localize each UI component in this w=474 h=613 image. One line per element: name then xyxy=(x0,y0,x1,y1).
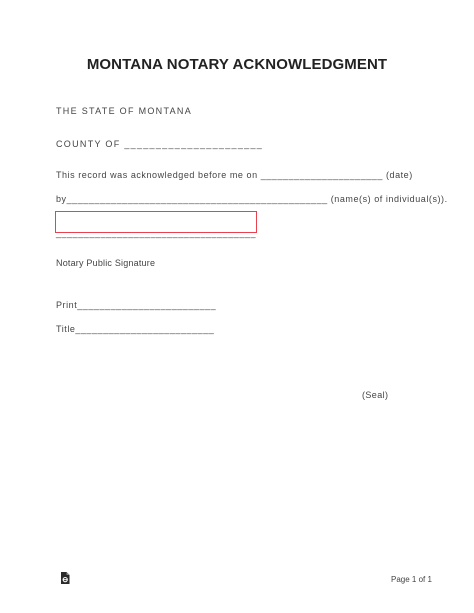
page-number: Page 1 of 1 xyxy=(391,575,432,584)
esign-logo-icon xyxy=(60,572,70,584)
individual-names-line: by_______________________________________________ (name(s) of individual(s)). xyxy=(56,194,448,204)
state-line: THE STATE OF MONTANA xyxy=(56,106,192,116)
notary-signature-label: Notary Public Signature xyxy=(56,258,156,268)
county-line: COUNTY OF ______________________ xyxy=(56,139,264,149)
notary-signature-line: ____________________________________ xyxy=(56,228,256,238)
record-acknowledged-line: This record was acknowledged before me on ______________________ (date) xyxy=(56,170,413,180)
document-title: MONTANA NOTARY ACKNOWLEDGMENT xyxy=(86,56,388,73)
print-name-line: Print_________________________ xyxy=(56,300,217,310)
notary-title-line: Title_________________________ xyxy=(56,324,215,334)
seal-label: (Seal) xyxy=(362,390,389,400)
